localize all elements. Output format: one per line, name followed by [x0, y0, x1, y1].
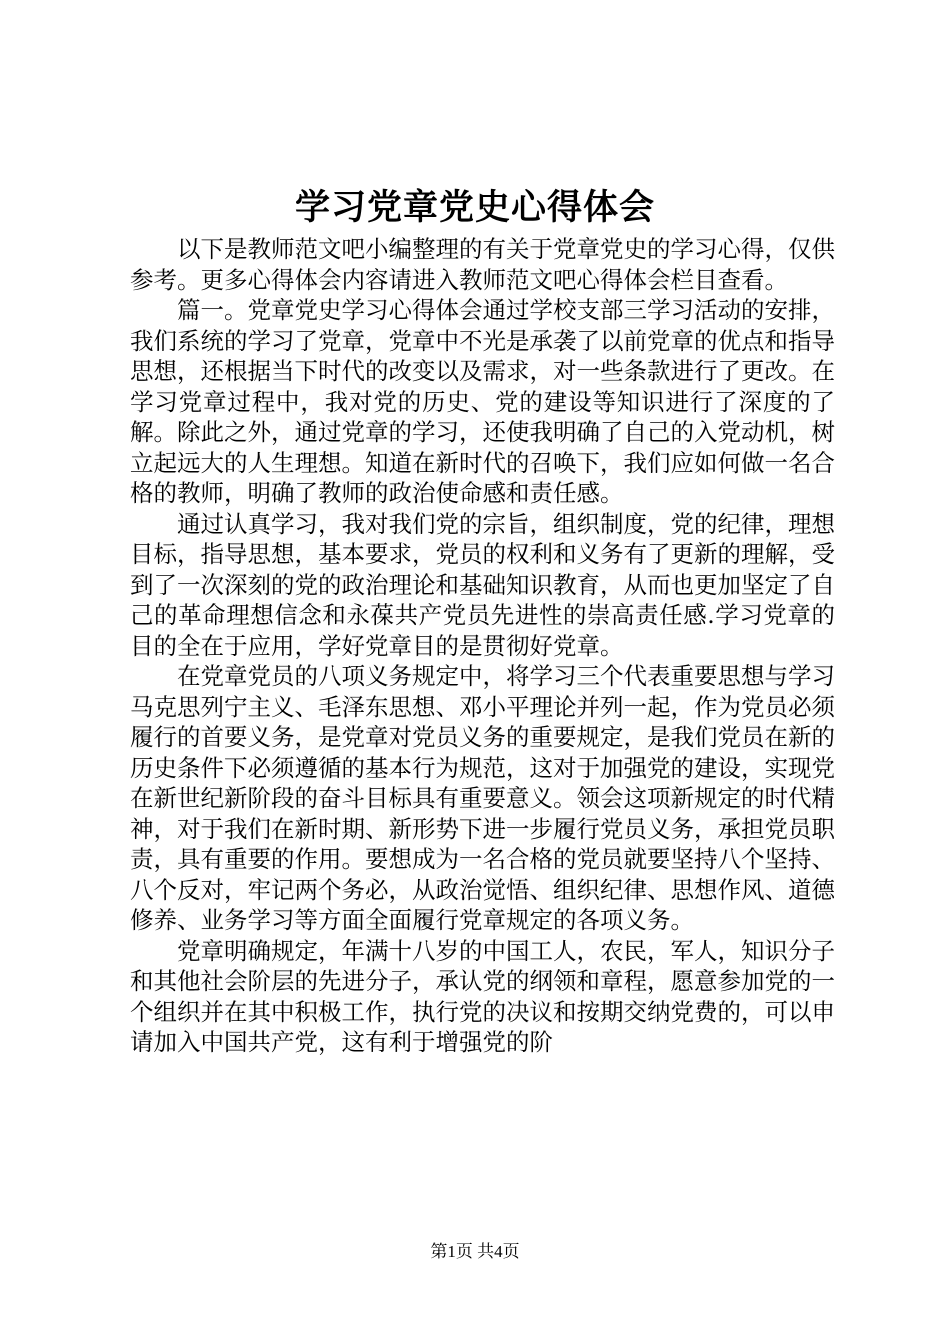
- paragraph-3: 在党章党员的八项义务规定中，将学习三个代表重要思想与学习马克思列宁主义、毛泽东思想、邓小平理论并列一起，作为党员必须履行的首要义务，是党章对党员义务的重要规定，是我们党员在新的历史条件下必须遵循的基本行为规范，这对于加强党的建设，实现党在新世纪新阶段的奋斗目标具有重要意义。领会这项新规定的时代精神，对于我们在新时期、新形势下进一步履行党员义务，承担党员职责，具有重要的作用。要想成为一名合格的党员就要坚持八个坚持、八个反对，牢记两个务必，从政治觉悟、组织纪律、思想作风、道德修养、业务学习等方面全面履行党章规定的各项义务。: [130, 662, 835, 934]
- paragraph-1: 篇一。党章党史学习心得体会通过学校支部三学习活动的安排，我们系统的学习了党章，党章中不光是承袭了以前党章的优点和指导思想，还根据当下时代的改变以及需求，对一些条款进行了更改。在学习党章过程中，我对党的历史、党的建设等知识进行了深度的了解。除此之外，通过党章的学习，还使我明确了自己的入党动机，树立起远大的人生理想。知道在新时代的召唤下，我们应如何做一名合格的教师，明确了教师的政治使命感和责任感。: [130, 296, 835, 507]
- paragraph-2: 通过认真学习，我对我们党的宗旨，组织制度，党的纪律，理想目标，指导思想，基本要求，党员的权利和义务有了更新的理解，受到了一次深刻的党的政治理论和基础知识教育，从而也更加坚定了自己的革命理想信念和永葆共产党员先进性的崇高责任感.学习党章的目的全在于应用，学好党章目的是贯彻好党章。: [130, 509, 835, 660]
- document-body: [130, 234, 835, 1058]
- paragraph-intro: 以下是教师范文吧小编整理的有关于党章党史的学习心得，仅供参考。更多心得体会内容请进入教师范文吧心得体会栏目查看。: [130, 235, 835, 294]
- document-title: 学习党章党史心得体会: [294, 187, 655, 228]
- paragraph-4: 党章明确规定，年满十八岁的中国工人，农民，军人，知识分子和其他社会阶层的先进分子，承认党的纲领和章程，愿意参加党的一个组织并在其中积极工作，执行党的决议和按期交纳党费的，可以申请加入中国共产党，这有利于增强党的阶: [130, 936, 835, 1056]
- page-number-footer: 第1页 共4页: [430, 1242, 520, 1261]
